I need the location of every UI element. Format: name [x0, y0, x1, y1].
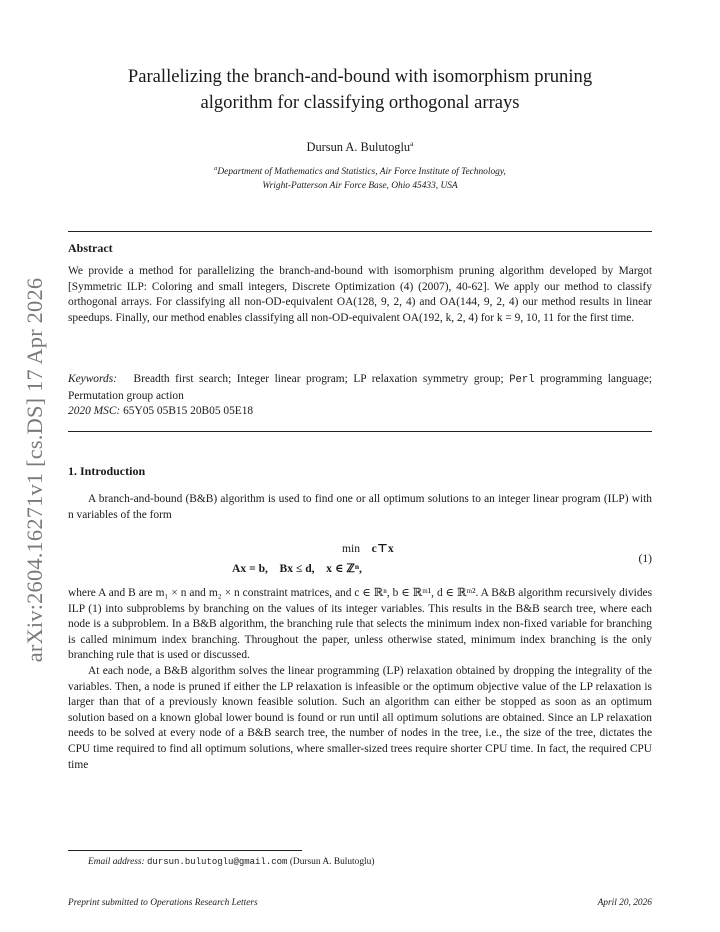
author-name: Dursun A. Bulutoglu: [306, 140, 411, 155]
footnote-email[interactable]: dursun.bulutoglu@gmail.com: [147, 857, 288, 867]
footnote: [88, 856, 374, 869]
footnote-name: (Dursun A. Bulutoglu): [289, 857, 375, 867]
author: [68, 136, 652, 155]
author-mark: a: [410, 139, 414, 148]
equation-inequality: Bx ≤ d,: [279, 562, 315, 575]
preprint-date: April 20, 2026: [597, 898, 652, 908]
preprint-note: Preprint submitted to Operations Research Letters: [68, 898, 258, 908]
equation-objective: [342, 540, 394, 558]
keywords: [68, 372, 652, 420]
affiliation-line-1: Department of Mathematics and Statistics, Air Force Institute of Technology,: [217, 167, 506, 178]
keywords-label: Keywords:: [68, 373, 117, 385]
equation-number: (1): [638, 552, 652, 565]
arxiv-stamp-text: arXiv:2604.16271v1 [cs.DS] 17 Apr 2026: [22, 277, 48, 663]
equation-objective-expr: c⊤x: [371, 542, 394, 555]
intro-body: [68, 586, 652, 773]
equation-1: [68, 540, 652, 578]
equation-min: min: [342, 542, 361, 555]
section-heading: 1. Introduction: [68, 464, 146, 478]
equation-constraints: [232, 560, 532, 578]
paper-title: [68, 64, 652, 116]
abstract-text: [68, 264, 652, 326]
keywords-text-2: programming language; Permutation group action: [68, 373, 653, 402]
affiliation: [68, 162, 652, 193]
equation-equality: Ax = b,: [232, 562, 268, 575]
intro-text-2: where A and B are m₁ × n and m₂ × n constraint matrices, and c ∈ ℝⁿ, b ∈ ℝᵐ¹, d ∈ ℝᵐ². A B&B algorithm recursively divides ILP (1) into subproblems by branching on the values of its integer variables. This results in the B&B search tree, where each node is a subproblem. In a B&B algorithm, the branching rule that selects the minimum index non-fixed variable for branching is called minimum index branching. Throughout the paper, unless otherwise stated, minimum index branching is the only branching rule that is used or discussed.: [68, 587, 652, 662]
msc-label: 2020 MSC:: [68, 405, 121, 418]
intro-paragraph-1: [68, 492, 652, 523]
msc-codes: 65Y05 05B15 20B05 05E18: [123, 405, 254, 418]
affiliation-mark: a: [214, 165, 218, 172]
title-line-1: Parallelizing the branch-and-bound with isomorphism pruning: [127, 66, 593, 87]
affiliation-line-2: Wright-Patterson Air Force Base, Ohio 45433, USA: [262, 181, 458, 192]
arxiv-stamp: [21, 260, 49, 680]
footnote-rule: [68, 850, 302, 851]
abstract-heading: Abstract: [68, 241, 113, 255]
equation-integrality: x ∈ ℤⁿ,: [326, 562, 362, 575]
abstract-top-rule: [68, 231, 652, 232]
intro-text-3: At each node, a B&B algorithm solves the linear programming (LP) relaxation obtained by dropping the integrality of the variables. Then, a node is pruned if either the LP relaxation is infeasible or the optimum objective value of the LP relaxation is larger than that of a previously known feasible solution. Such an algorithm can either be stopped as soon as an optimum solution based on a known global lower bound is found or run until all optimum solutions are obtained. Since an LP relaxation needs to be solved at every node of a B&B search tree, the number of nodes in the tree, i.e., the size of the tree, dictates the CPU time required to find all optimum solutions, where smaller-sized trees require shorter CPU time. In fact, the required CPU time: [68, 664, 652, 771]
footnote-label: Email address:: [88, 857, 145, 867]
keywords-code: Perl: [509, 374, 535, 386]
title-line-2: algorithm for classifying orthogonal arrays: [200, 92, 520, 113]
intro-text-1: A branch-and-bound (B&B) algorithm is used to find one or all optimum solutions to an integer linear program (ILP) with n variables of the form: [68, 493, 652, 521]
abstract-paragraph: We provide a method for parallelizing the branch-and-bound with isomorphism pruning algorithm developed by Margot [Symmetric ILP: Coloring and small integers, Discrete Optimization (4) (2007), 40-62]. We apply our method to classify orthogonal arrays. For classifying all non-OD-equivalent OA(128, 9, 2, 4) and OA(144, 9, 2, 4) our method results in linear speedups. Finally, our method enables classifying all non-OD-equivalent OA(192, k, 2, 4) for k = 9, 10, 11 for the first time.: [68, 265, 652, 324]
keywords-text-1: Breadth first search; Integer linear program; LP relaxation symmetry group;: [133, 373, 504, 385]
abstract-bottom-rule: [68, 431, 652, 432]
